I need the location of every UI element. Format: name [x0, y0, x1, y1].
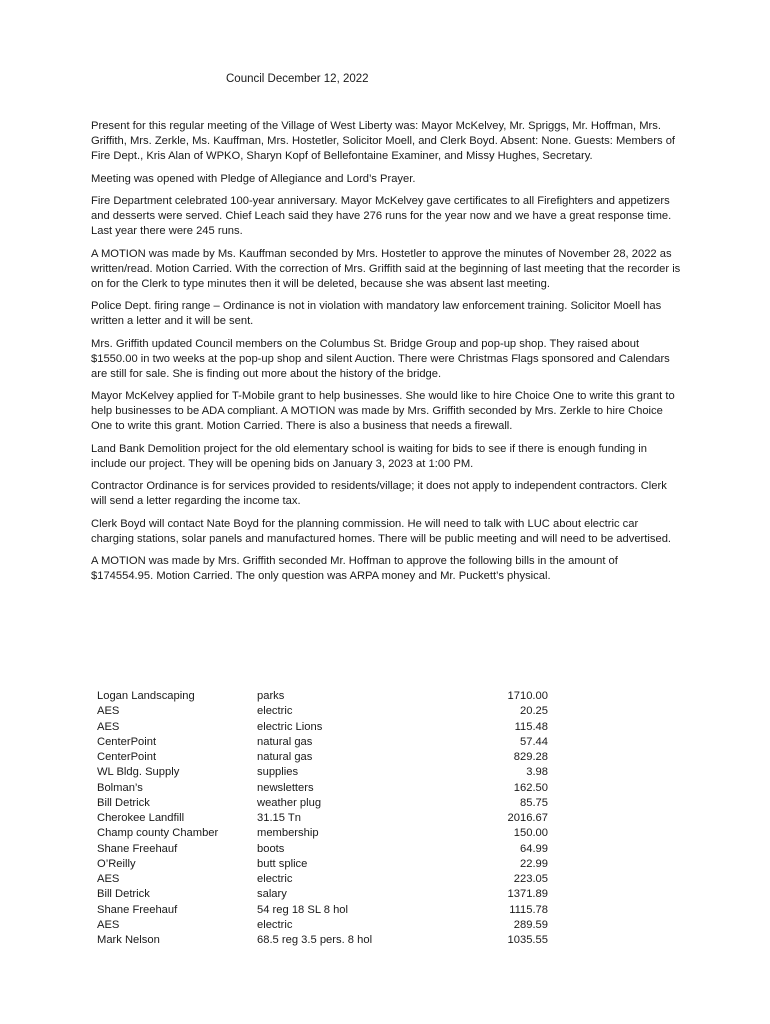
bill-amount: 2016.67 — [507, 812, 548, 824]
table-row — [97, 826, 548, 841]
paragraph-attendance: Present for this regular meeting of the Village of West Liberty was: Mayor McKelvey, Mr. Spriggs, Mr. Hoffman, Mrs. Griffith, Mrs. Zerkle, Ms. Kauffman, Mrs. Hostetler, Solicitor Moell, and Clerk Boyd. Absent: None. Guests: Members of Fire Dept., Kris Alan of WPKO, Sharyn Kopf of Bellefontaine Examiner, and Missy Hughes, Secretary. — [91, 120, 676, 162]
bill-amount: 1035.55 — [507, 934, 548, 946]
bill-vendor: Bill Detrick — [97, 796, 150, 809]
bill-amount: 115.48 — [514, 720, 548, 733]
bill-vendor: CenterPoint — [97, 751, 157, 763]
bill-description: newsletters — [257, 781, 314, 794]
bill-vendor: AES — [97, 705, 120, 718]
paragraph-bridge-group: Mrs. Griffith updated Council members on the Columbus St. Bridge Group and pop-up shop. They raised about $1550.00 in two weeks at the pop-up shop and silent Auction. There were Christmas Flags sponsored and Calendars are still for sale. She is finding out more about the history of the bridge. — [91, 337, 670, 380]
bill-vendor: AES — [97, 873, 120, 885]
bill-vendor: Shane Freehauf — [97, 903, 178, 916]
paragraph-contractor-ordinance: Contractor Ordinance is for services provided to residents/village; it does not apply to independent contractors. Clerk will send a letter regarding the income tax. — [91, 480, 667, 507]
table-row — [97, 796, 548, 811]
bill-description: boots — [257, 842, 285, 855]
bill-amount: 829.28 — [513, 751, 548, 763]
bill-vendor: O’Reilly — [97, 857, 136, 870]
bill-vendor: Cherokee Landfill — [97, 812, 185, 824]
bill-amount: 22.99 — [520, 857, 548, 870]
paragraph-opening: Meeting was opened with Pledge of Allegiance and Lord’s Prayer. — [91, 172, 416, 185]
bill-amount: 3.98 — [526, 766, 548, 779]
bill-vendor: Shane Freehauf — [97, 842, 178, 855]
bill-description: electric — [257, 705, 293, 718]
bill-vendor: CenterPoint — [97, 735, 157, 748]
paragraph-minutes-motion: A MOTION was made by Ms. Kauffman seconded by Mrs. Hostetler to approve the minutes of November 28, 2022 as written/read. Motion Carried. With the correction of Mrs. Griffith said at the beginning of last meeting that the recorder is on for the Clerk to type minutes then it will be deleted, because she was absent last meeting. — [91, 247, 681, 290]
bill-description: 68.5 reg 3.5 pers. 8 hol — [257, 934, 373, 946]
paragraph-bills-motion: A MOTION was made by Mrs. Griffith seconded Mr. Hoffman to approve the following bills in the amount of $174554.95. Motion Carried. The only question was ARPA money and Mr. Puckett’s physical. — [91, 555, 618, 582]
paragraph-police-firing-range: Police Dept. firing range – Ordinance is not in violation with mandatory law enforcement training. Solicitor Moell has written a letter and it will be sent. — [91, 300, 662, 327]
bill-description: weather plug — [257, 796, 322, 809]
bill-description: electric Lions — [257, 720, 323, 733]
bill-description: 31.15 Tn — [257, 812, 301, 824]
bill-description: supplies — [257, 766, 299, 779]
bill-description: parks — [257, 690, 285, 702]
table-row — [97, 887, 548, 902]
bill-description: electric — [257, 873, 293, 885]
table-row — [97, 872, 548, 887]
table-row — [97, 781, 548, 796]
document-title: Council December 12, 2022 — [226, 73, 369, 85]
bill-amount: 85.75 — [520, 796, 548, 809]
bill-description: butt splice — [257, 857, 308, 870]
paragraph-planning-commission: Clerk Boyd will contact Nate Boyd for the planning commission. He will need to talk with LUC about electric car charging stations, solar panels and manufactured homes. There will be public meeting and will need to be advertised. — [91, 517, 672, 545]
table-row — [97, 720, 548, 735]
bill-amount: 150.00 — [513, 827, 548, 840]
bill-amount: 57.44 — [520, 735, 548, 748]
table-row — [97, 750, 548, 765]
bill-amount: 162.50 — [513, 781, 548, 794]
bills-table — [97, 689, 548, 948]
bill-description: natural gas — [257, 735, 313, 748]
bill-description: salary — [257, 888, 287, 901]
bill-description: electric — [257, 918, 293, 931]
table-row — [97, 918, 548, 933]
bill-description: membership — [257, 827, 319, 840]
minutes-body — [91, 119, 681, 592]
table-row — [97, 857, 548, 872]
bill-description: natural gas — [257, 751, 313, 763]
paragraph-land-bank: Land Bank Demolition project for the old elementary school is waiting for bids to see if there is enough funding in include our project. They will be opening bids on January 3, 2023 at 1:00 PM. — [91, 442, 647, 470]
bill-vendor: WL Bldg. Supply — [97, 766, 180, 779]
table-row — [97, 735, 548, 750]
table-row — [97, 933, 548, 948]
table-row — [97, 704, 548, 719]
bill-amount: 289.59 — [513, 918, 548, 931]
bill-amount: 1371.89 — [507, 888, 548, 901]
bill-vendor: AES — [97, 918, 120, 931]
table-row — [97, 811, 548, 826]
bill-vendor: Logan Landscaping — [97, 690, 195, 702]
bill-vendor: Mark Nelson — [97, 934, 160, 946]
paragraph-fire-department: Fire Department celebrated 100-year anniversary. Mayor McKelvey gave certificates to all Firefighters and appetizers and desserts were served. Chief Leach said they have 276 runs for the year now and we have a great response time. Last year there were 245 runs. — [91, 195, 672, 237]
bill-vendor: Bolman’s — [97, 781, 143, 794]
table-row — [97, 842, 548, 857]
bill-amount: 20.25 — [520, 705, 548, 718]
paragraph-t-mobile-grant: Mayor McKelvey applied for T-Mobile grant to help businesses. She would like to hire Choice One to write this grant to help businesses to be ADA compliant. A MOTION was made by Mrs. Griffith seconded by Mrs. Zerkle to hire Choice One to write this grant. Motion Carried. There is also a business that needs a firewall. — [91, 390, 675, 432]
bill-amount: 1115.78 — [509, 903, 548, 916]
bill-amount: 64.99 — [520, 842, 548, 855]
bill-amount: 1710.00 — [507, 690, 548, 702]
bill-vendor: Champ county Chamber — [97, 827, 219, 840]
bill-vendor: AES — [97, 720, 120, 733]
bill-description: 54 reg 18 SL 8 hol — [257, 903, 349, 916]
table-row — [97, 689, 548, 704]
table-row — [97, 765, 548, 780]
bill-vendor: Bill Detrick — [97, 888, 150, 901]
table-row — [97, 903, 548, 918]
bill-amount: 223.05 — [513, 873, 548, 885]
